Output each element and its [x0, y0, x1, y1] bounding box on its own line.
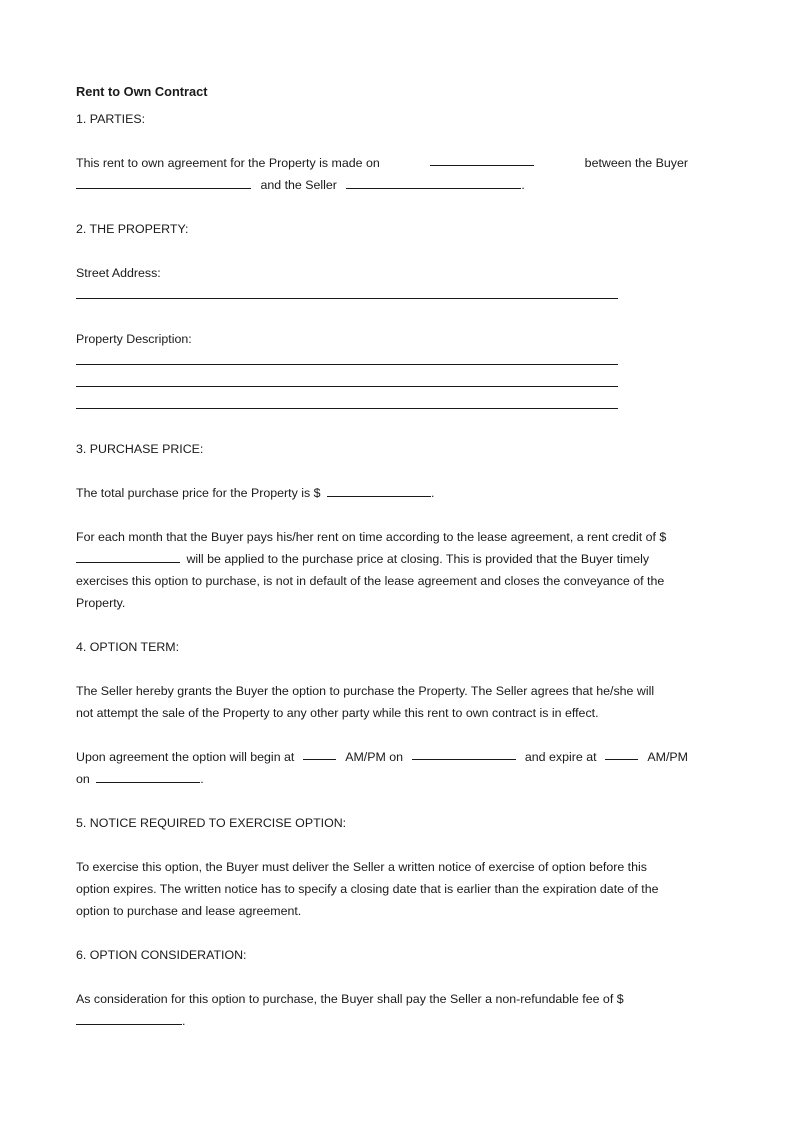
purchase-price-text: The total purchase price for the Property is $ — [76, 486, 321, 500]
option-fee-blank[interactable] — [76, 1011, 182, 1025]
option-expire-date-blank[interactable] — [96, 769, 200, 783]
property-description-rule-3[interactable] — [76, 394, 618, 416]
street-address-rule[interactable] — [76, 284, 618, 306]
seller-name-blank[interactable] — [346, 175, 521, 189]
option-begin-date-blank[interactable] — [412, 746, 516, 760]
rent-credit-line-3: exercises this option to purchase, is not in default of the lease agreement and closes the conveyance of the — [76, 574, 665, 588]
notice-line-1: To exercise this option, the Buyer must deliver the Seller a written notice of exercise of option before this — [76, 860, 647, 874]
option-term-line-1 — [76, 746, 688, 768]
property-description-rule-2[interactable] — [76, 372, 618, 394]
option-term-period: . — [200, 772, 204, 786]
section-6-heading: 6. OPTION CONSIDERATION: — [76, 948, 247, 962]
consideration-line-1: As consideration for this option to purchase, the Buyer shall pay the Seller a non-refundable fee of $ — [76, 992, 624, 1006]
street-address-label: Street Address: — [76, 266, 161, 280]
notice-line-3: option to purchase and lease agreement. — [76, 904, 302, 918]
parties-period: . — [521, 178, 525, 192]
section-3-heading: 3. PURCHASE PRICE: — [76, 442, 204, 456]
parties-text-b: between the Buyer — [584, 156, 688, 170]
option-term-text-a: Upon agreement the option will begin at — [76, 750, 295, 764]
rent-credit-line-4: Property. — [76, 596, 126, 610]
agreement-date-blank[interactable] — [430, 152, 534, 166]
option-term-text-d: AM/PM — [647, 750, 688, 764]
buyer-name-blank[interactable] — [76, 175, 251, 189]
consideration-period: . — [182, 1014, 186, 1028]
option-term-on: on — [76, 772, 90, 786]
property-description-label: Property Description: — [76, 332, 192, 346]
consideration-line-2 — [76, 1010, 706, 1032]
parties-text-a: This rent to own agreement for the Property is made on — [76, 156, 380, 170]
contract-page — [76, 82, 706, 1032]
purchase-price-line — [76, 482, 706, 504]
section-4-heading: 4. OPTION TERM: — [76, 640, 180, 654]
document-title: Rent to Own Contract — [76, 84, 208, 99]
property-description-rule-1[interactable] — [76, 350, 618, 372]
option-term-text-c: and expire at — [524, 750, 597, 764]
rent-credit-line-2 — [76, 548, 706, 570]
notice-line-2: option expires. The written notice has to specify a closing date that is earlier than the expiration date of the — [76, 882, 659, 896]
rent-credit-text-2: will be applied to the purchase price at closing. This is provided that the Buyer timely — [186, 552, 650, 566]
purchase-price-period: . — [430, 486, 435, 500]
purchase-price-blank[interactable] — [327, 483, 431, 497]
option-grant-line-2: not attempt the sale of the Property to any other party while this rent to own contract is in effect. — [76, 706, 599, 720]
rent-credit-text-1: For each month that the Buyer pays his/her rent on time according to the lease agreement, a rent credit of $ — [76, 530, 667, 544]
option-term-line-2 — [76, 768, 706, 790]
parties-line-1 — [76, 152, 688, 174]
parties-line-2 — [76, 174, 706, 196]
rent-credit-blank[interactable] — [76, 549, 180, 563]
option-begin-time-blank[interactable] — [303, 746, 336, 760]
section-1-heading: 1. PARTIES: — [76, 112, 146, 126]
section-5-heading: 5. NOTICE REQUIRED TO EXERCISE OPTION: — [76, 816, 347, 830]
rent-credit-line-1 — [76, 526, 700, 548]
option-term-text-b: AM/PM on — [345, 750, 404, 764]
section-2-heading: 2. THE PROPERTY: — [76, 222, 189, 236]
option-grant-line-1: The Seller hereby grants the Buyer the option to purchase the Property. The Seller agrees that he/she will — [76, 684, 655, 698]
parties-text-seller: and the Seller — [260, 178, 337, 192]
option-expire-time-blank[interactable] — [605, 746, 638, 760]
